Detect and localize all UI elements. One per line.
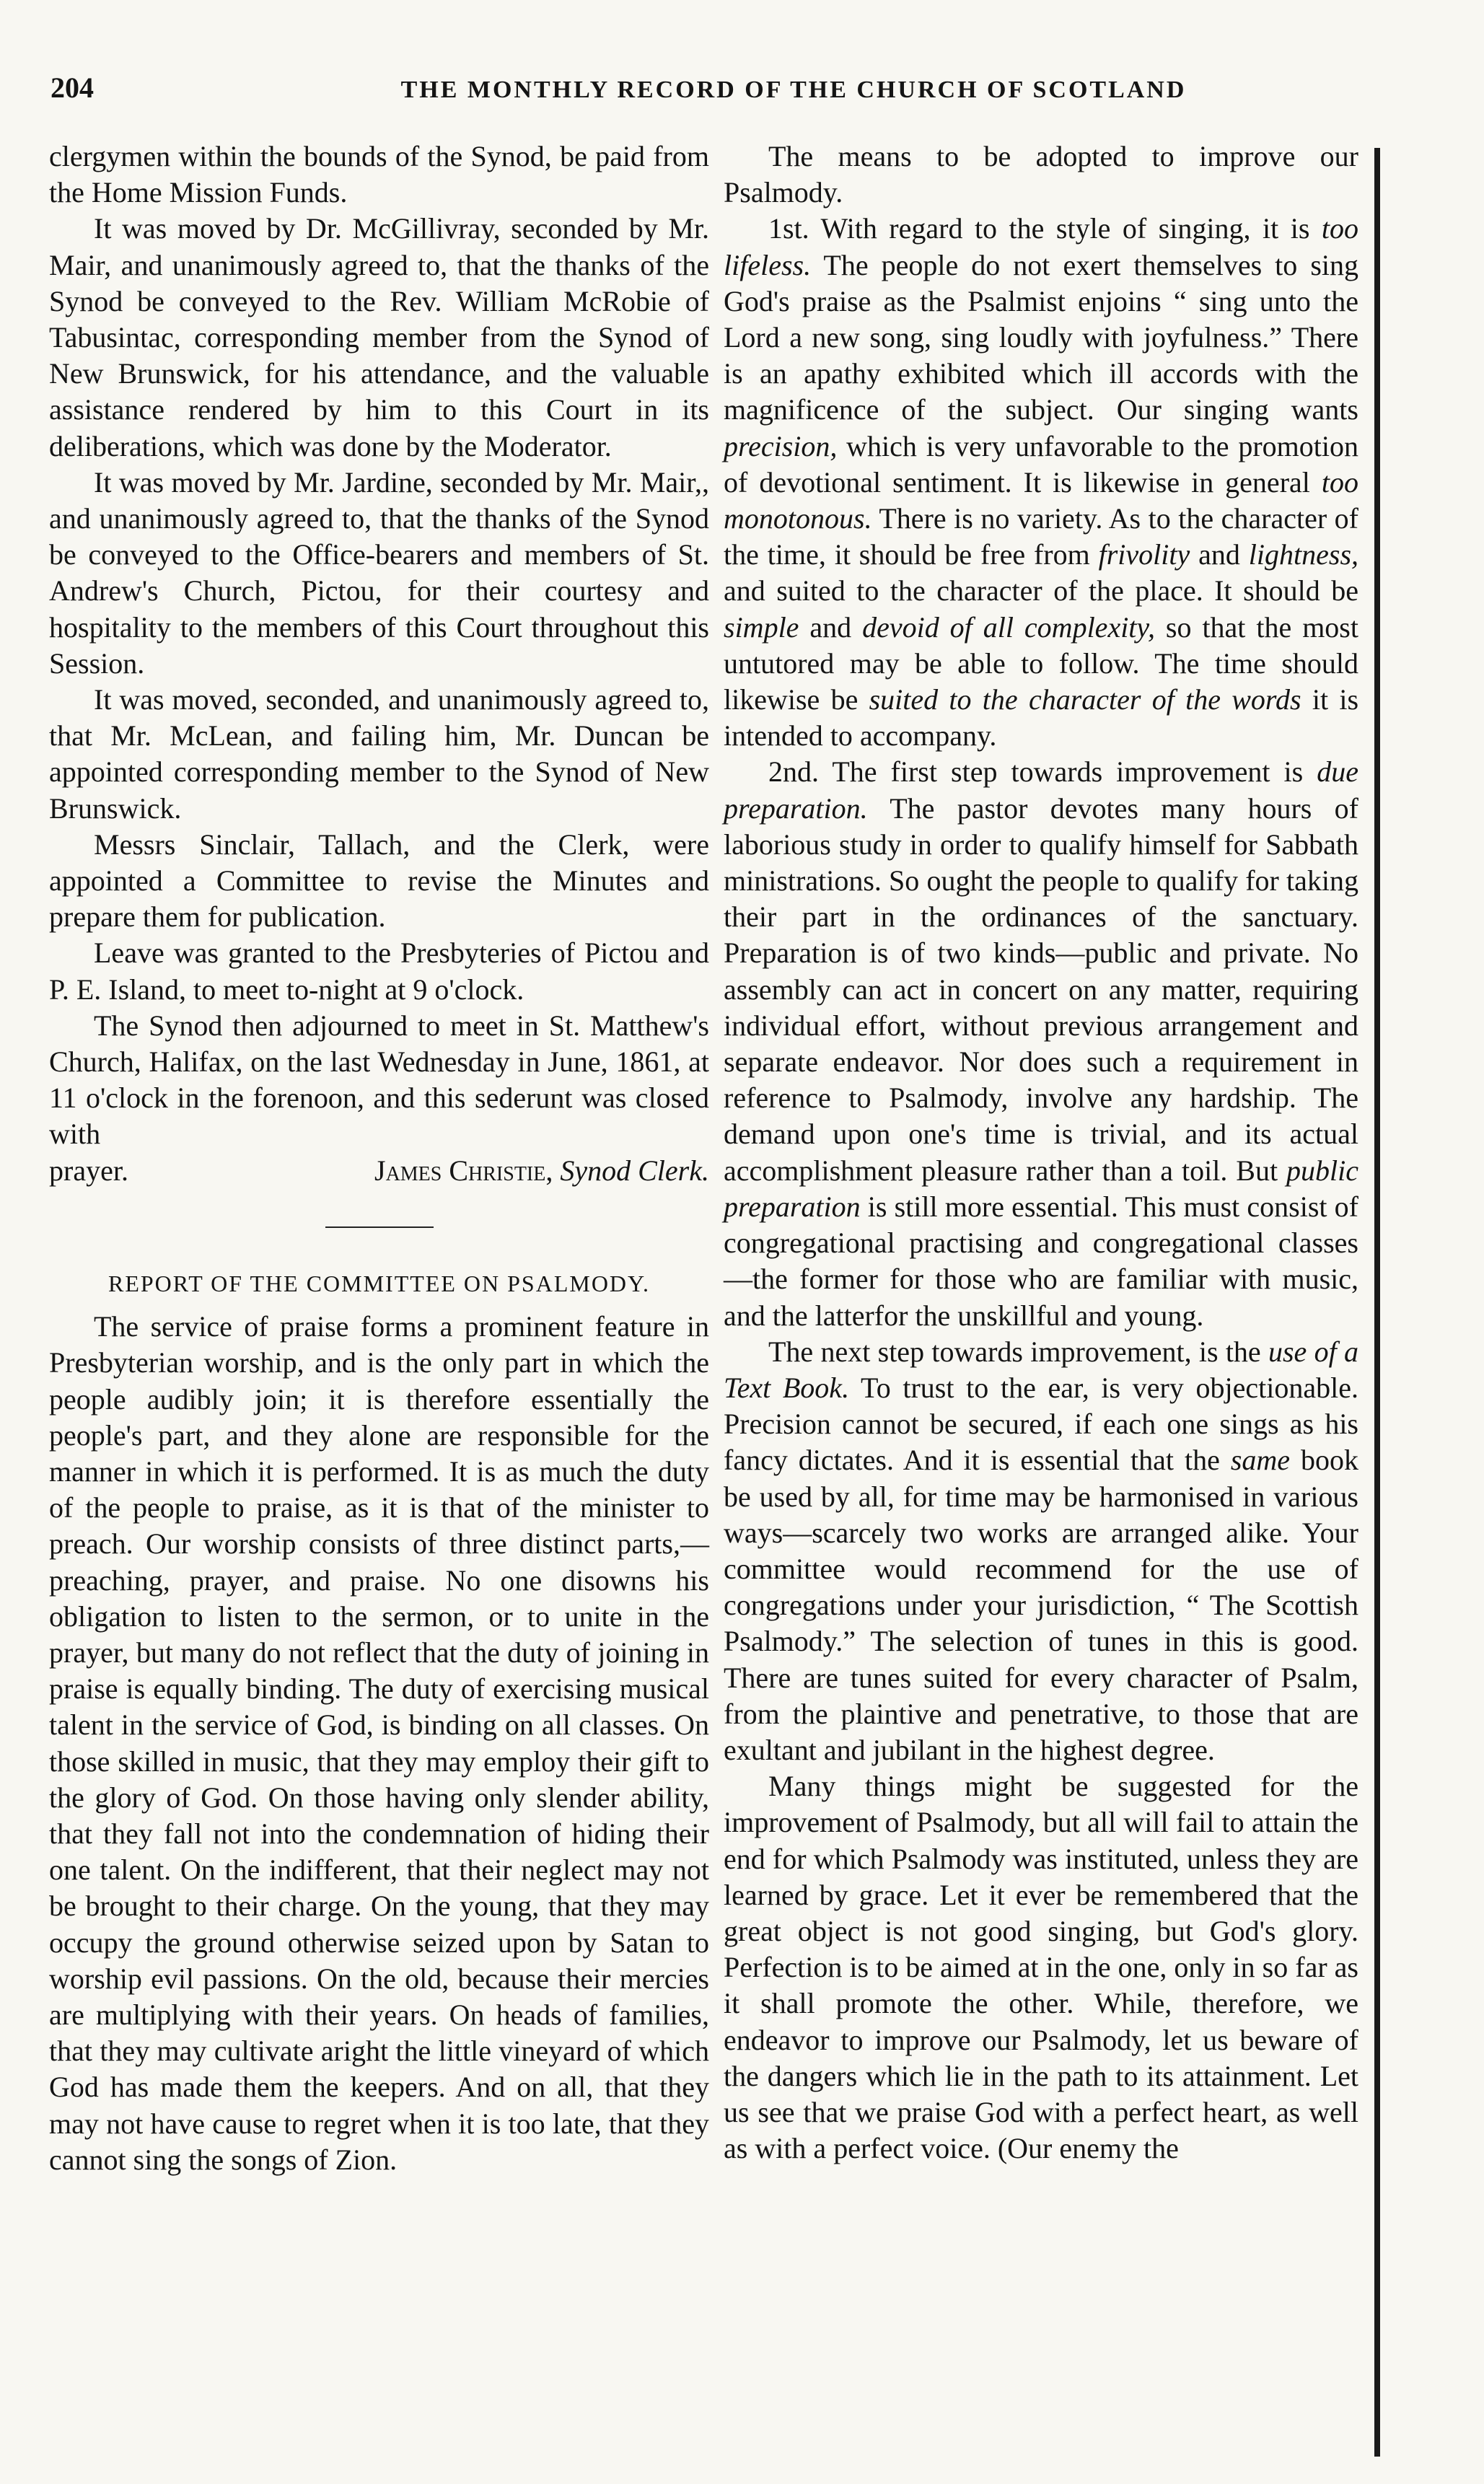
paragraph-presbyteries-leave: Leave was granted to the Presbyteries of Pictou and P. E. Island, to meet to-night at 9 o'clock. — [49, 936, 709, 1006]
text-run: and suited to the character of the place. It should be — [724, 574, 1358, 607]
page-header — [51, 71, 1443, 105]
paragraph-corresponding-member: It was moved, seconded, and unanimously agreed to, that Mr. McLean, and failing him, Mr. Duncan be appointed corresponding member to the Synod of New Brunswick. — [49, 683, 709, 825]
paragraph-synod-funds: clergymen within the bounds of the Synod, be paid from the Home Mission Funds. — [49, 140, 709, 209]
left-column — [49, 139, 709, 2178]
italic-run: too monotonous. — [724, 465, 1359, 535]
signer-title: Synod Clerk. — [560, 1154, 709, 1187]
text-run: There is no variety. As to the character of the time, it should be free from — [724, 502, 1358, 571]
paragraph-service-of-praise: The service of praise forms a prominent feature in Presbyterian worship, and is the only part in which the people audibly join; it is therefore essentially the people's part, and they alone are responsible for the manner in which it is performed. It is as much the duty of the people to praise, as it is that of the minister to preach. Our worship consists of three distinct parts,—preaching, prayer, and praise. No one disowns his obligation to listen to the sermon, or to unite in the prayer, but many do not reflect that the duty of joining in praise is equally binding. The duty of exercising musical talent in the service of God, is binding on all classes. On those skilled in music, that they may employ their gift to the glory of God. On those having only slender ability, that they fall not into the condemnation of hiding their one talent. On the indifferent, that their neglect may not be brought to their charge. On the young, that they may occupy the ground otherwise seized upon by Satan to worship evil passions. On the old, because their mercies are multiplying with their years. On heads of families, that they may cultivate aright the little vineyard of which God has made them the keepers. And on all, that they may not have cause to regret when it is too late, that they cannot sing the songs of Zion. — [49, 1310, 709, 2176]
italic-run: lightness, — [1248, 538, 1359, 571]
text-run: 1st. With regard to the style of singing, it is — [768, 212, 1310, 245]
italic-run: same — [1230, 1444, 1291, 1477]
italic-run: suited to the character of the words — [869, 683, 1301, 716]
signer-name: James Christie, — [374, 1154, 553, 1187]
text-run: To trust to the ear, is very objectionable. Precision cannot be secured, if each one sings as his fancy dictates. And it is essential that the — [724, 1371, 1359, 1477]
paragraph-revision-committee: Messrs Sinclair, Tallach, and the Clerk, were appointed a Committee to revise the Minutes and prepare them for publication. — [49, 828, 709, 934]
text-run: The pastor devotes many hours of laborious study in order to qualify himself for Sabbath ministrations. So ought the people to qualify for taking their part in the ordinances of the sanctuary. Preparation is of two kinds—public and private. No assembly can act in concert on any matter, requiring individual effort, without previous arrangement and separate endeavor. Nor does such a requirement in reference to Psalmody, involve any hardship. The demand upon one's time is trivial, and its actual accomplishment pleasure rather than a toil. But — [724, 791, 1358, 1187]
text-run: it is intended to accompany. — [724, 683, 1359, 752]
text-run: is still more essential. This must consist of congregational practising and congregational classes—the former for those who are familiar with music, and the latterfor the unskillful and young. — [724, 1190, 1358, 1332]
italic-run: devoid of all complexity, — [862, 610, 1155, 644]
paragraph-adjournment: The Synod then adjourned to meet in St. Matthew's Church, Halifax, on the last Wednesday in June, 1861, at 11 o'clock in the forenoon, and this sederunt was closed with — [49, 1009, 709, 1151]
text-run: and — [809, 610, 852, 644]
italic-run: due preparation. — [724, 755, 1359, 825]
text-run: The people do not exert themselves to sing God's praise as the Psalmist enjoins “ sing unto the Lord a new song, sing loudly with joyfulness.” There is an apathy exhibited which ill accords with the magnificence of the subject. Our singing wants — [724, 248, 1359, 426]
text-run: The next step towards improvement, is the — [768, 1335, 1261, 1368]
text-run: 2nd. The first step towards improvement is — [768, 755, 1304, 789]
signature-line — [49, 1153, 709, 1189]
paragraph-means: The means to be adopted to improve our Psalmody. — [724, 140, 1358, 209]
paragraph-closing: Many things might be suggested for the improvement of Psalmody, but all will fail to attain the end for which Psalmody was instituted, unless they are learned by grace. Let it ever be remembered that the great object is not good singing, but God's glory. Perfection is to be aimed at in the one, only in so far as it shall promote the other. While, therefore, we endeavor to improve our Psalmody, let us beware of the dangers which lie in the path to its attainment. Let us see that we praise God with a perfect heart, as well as with a perfect voice. (Our enemy the — [724, 1770, 1358, 2165]
closing-word: prayer. — [49, 1154, 128, 1187]
italic-run: use of a Text Book. — [724, 1335, 1358, 1404]
text-run: so that the most untutored may be able to follow. The time should likewise be — [724, 610, 1358, 716]
italic-run: precision, — [724, 429, 838, 462]
text-run: book be used by all, for time may be harmonised in various ways—scarcely two works are arranged alike. Your committee would recommend for the use of congregations under your jurisdiction, “ The Scottish Psalmody.” The selection of tunes in this is good. There are tunes suited for every character of Psalm, from the plaintive and penetrative, to those that are exultant and jubilant in the highest degree. — [724, 1444, 1359, 1766]
right-column — [724, 139, 1358, 2167]
column-edge-rule — [1374, 148, 1380, 2457]
section-divider — [325, 1226, 434, 1228]
paragraph-text-book — [724, 1334, 1358, 1768]
signature — [374, 1153, 709, 1189]
page-number: 204 — [51, 71, 94, 104]
paragraph-thanks-mcrobie: It was moved by Dr. McGillivray, seconded by Mr. Mair, and unanimously agreed to, that the thanks of the Synod be conveyed to the Rev. William McRobie of Tabusintac, corresponding member from the Synod of New Brunswick, for his attendance, and the valuable assistance rendered by him to this Court in its deliberations, which was done by the Moderator. — [49, 212, 709, 462]
italic-run: frivolity — [1098, 538, 1190, 571]
text-run: and — [1198, 538, 1240, 571]
section-heading: REPORT OF THE COMMITTEE ON PSALMODY. — [107, 1270, 651, 1296]
italic-run: public preparation — [724, 1154, 1359, 1223]
italic-run: too lifeless. — [724, 212, 1358, 281]
italic-run: simple — [724, 610, 799, 644]
text-run: which is very unfavorable to the promotion of devotional sentiment. It is likewise in general — [724, 429, 1358, 499]
running-title: THE MONTHLY RECORD OF THE CHURCH OF SCOTLAND — [400, 76, 1187, 103]
paragraph-due-preparation — [724, 754, 1358, 1333]
paragraph-thanks-st-andrews: It was moved by Mr. Jardine, seconded by Mr. Mair,, and unanimously agreed to, that the thanks of the Synod be conveyed to the Office-bearers and members of St. Andrew's Church, Pictou, for their courtesy and hospitality to the members of this Court throughout this Session. — [49, 465, 709, 680]
paragraph-style-of-singing — [724, 211, 1358, 754]
